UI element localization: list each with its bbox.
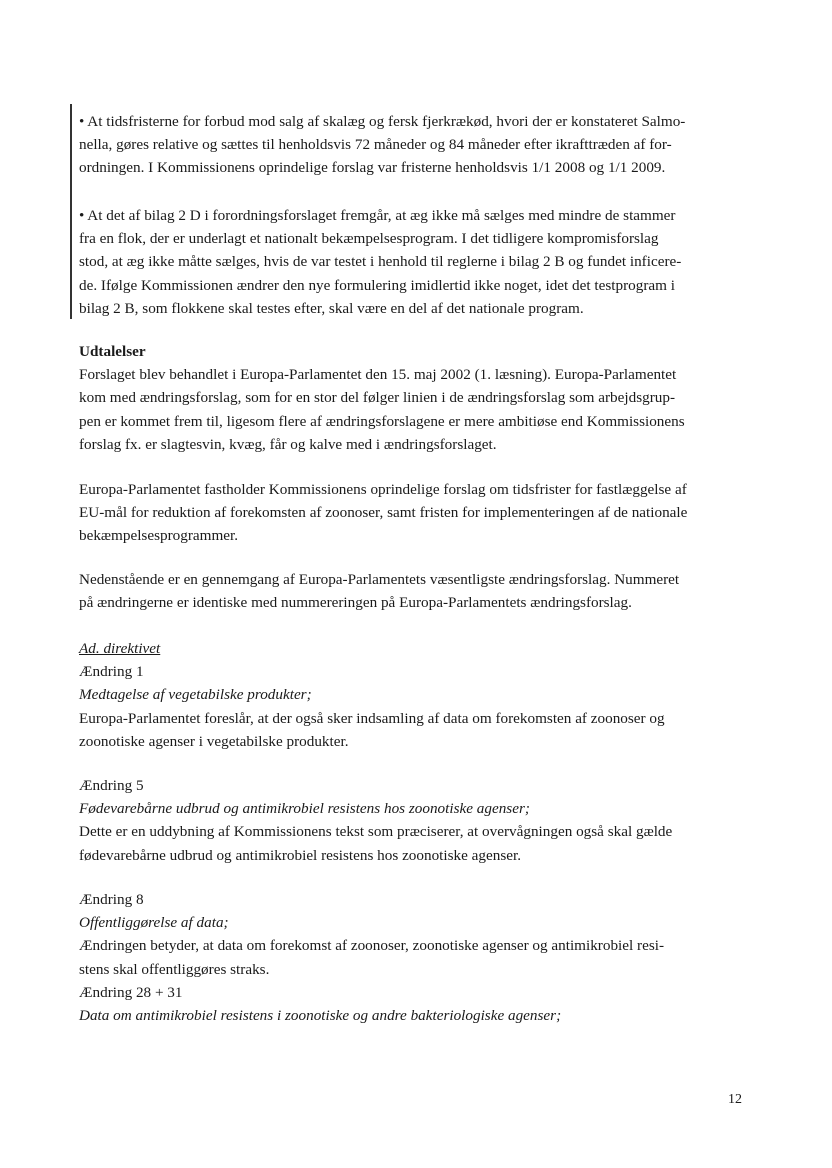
text-line: kom med ændringsforslag, som for en stor del følger linien i de ændringsforslag som arbejdsgrup- [79,389,676,407]
text-line: Ændringen betyder, at data om forekomst af zoonoser, zoonotiske agenser og antimikrobiel resi- [79,937,665,955]
page-number: 12 [728,1092,742,1107]
text-line: fra en flok, der er underlagt et nationalt bekæmpelsesprogram. I det tidligere kompromisforslag [79,230,659,248]
bullet-paragraph [79,204,751,320]
amendment-number: Ændring 5 [79,777,144,794]
statements-section [79,340,751,456]
text-line: fødevarebårne udbrud og antimikrobiel resistens hos zoonotiske agenser. [79,846,522,864]
text-line: forslag fx. er slagtesvin, kvæg, får og kalve med i ændringsforslaget. [79,435,497,453]
amendment [79,888,751,1027]
amendment-title: Offentliggørelse af data; [79,914,229,932]
text-line: Dette er en uddybning af Kommissionens tekst som præciserer, at overvågningen også skal gælde [79,823,673,841]
text-line: bekæmpelsesprogrammer. [79,527,239,545]
amendment-title: Fødevarebårne udbrud og antimikrobiel resistens hos zoonotiske agenser; [79,800,530,818]
text-line: • At det af bilag 2 D i forordningsforslaget fremgår, at æg ikke må sælges med mindre de stammer [79,207,676,224]
paragraph [79,478,751,548]
text-line: Nedenstående er en gennemgang af Europa-Parlamentets væsentligste ændringsforslag. Nummeret [79,571,680,588]
amendment [79,774,751,867]
text-line: på ændringerne er identiske med nummereringen på Europa-Parlamentets ændringsforslag. [79,594,632,612]
text-line: ordningen. I Kommissionens oprindelige forslag var fristerne henholdsvis 1/1 2008 og 1/1 2009. [79,159,666,177]
text-line: de. Ifølge Kommissionen ændrer den nye formulering imidlertid ikke noget, idet det testprogram i [79,276,675,294]
text-line: pen er kommet frem til, ligesom flere af ændringsforslagene er mere ambitiøse end Kommissionens [79,412,685,430]
text-line: stod, at æg ikke måtte sælges, hvis de var testet i henhold til reglerne i bilag 2 B og fundet inficere- [79,253,682,271]
text-line: zoonotiske agenser i vegetabilske produkter. [79,732,349,750]
amendment-number: Ændring 1 [79,663,144,681]
text-line: EU-mål for reduktion af forekomsten af zoonoser, samt fristen for implementeringen af de nationale [79,504,688,522]
amendment-number: Ændring 28 + 31 [79,983,183,1001]
change-bar [70,104,72,319]
amendment-number: Ændring 8 [79,891,144,908]
amendment-title: Medtagelse af vegetabilske produkter; [79,686,312,704]
text-line: • At tidsfristerne for forbud mod salg af skalæg og fersk fjerkrækød, hvori der er konstateret Salmo- [79,113,686,130]
text-line: Europa-Parlamentet foreslår, at der også sker indsamling af data om forekomsten af zoonoser og [79,709,665,727]
amendment-title: Data om antimikrobiel resistens i zoonotiske og andre bakteriologiske agenser; [79,1006,562,1024]
bullet-paragraph [79,110,751,180]
paragraph [79,568,751,614]
subsection-heading: Ad. direktivet [79,640,161,657]
text-line: bilag 2 B, som flokkene skal testes efter, skal være en del af det nationale program. [79,299,584,317]
text-line: Europa-Parlamentet fastholder Kommissionens oprindelige forslag om tidsfrister for fastlæggelse af [79,481,687,498]
text-line: nella, gøres relative og sættes til henholdsvis 72 måneder og 84 måneder efter ikrafttræden af for- [79,136,672,154]
section-heading: Udtalelser [79,343,146,360]
text-line: stens skal offentliggøres straks. [79,960,270,978]
text-line: Forslaget blev behandlet i Europa-Parlamentet den 15. maj 2002 (1. læsning). Europa-Parlamentet [79,366,677,384]
directive-section [79,637,751,753]
